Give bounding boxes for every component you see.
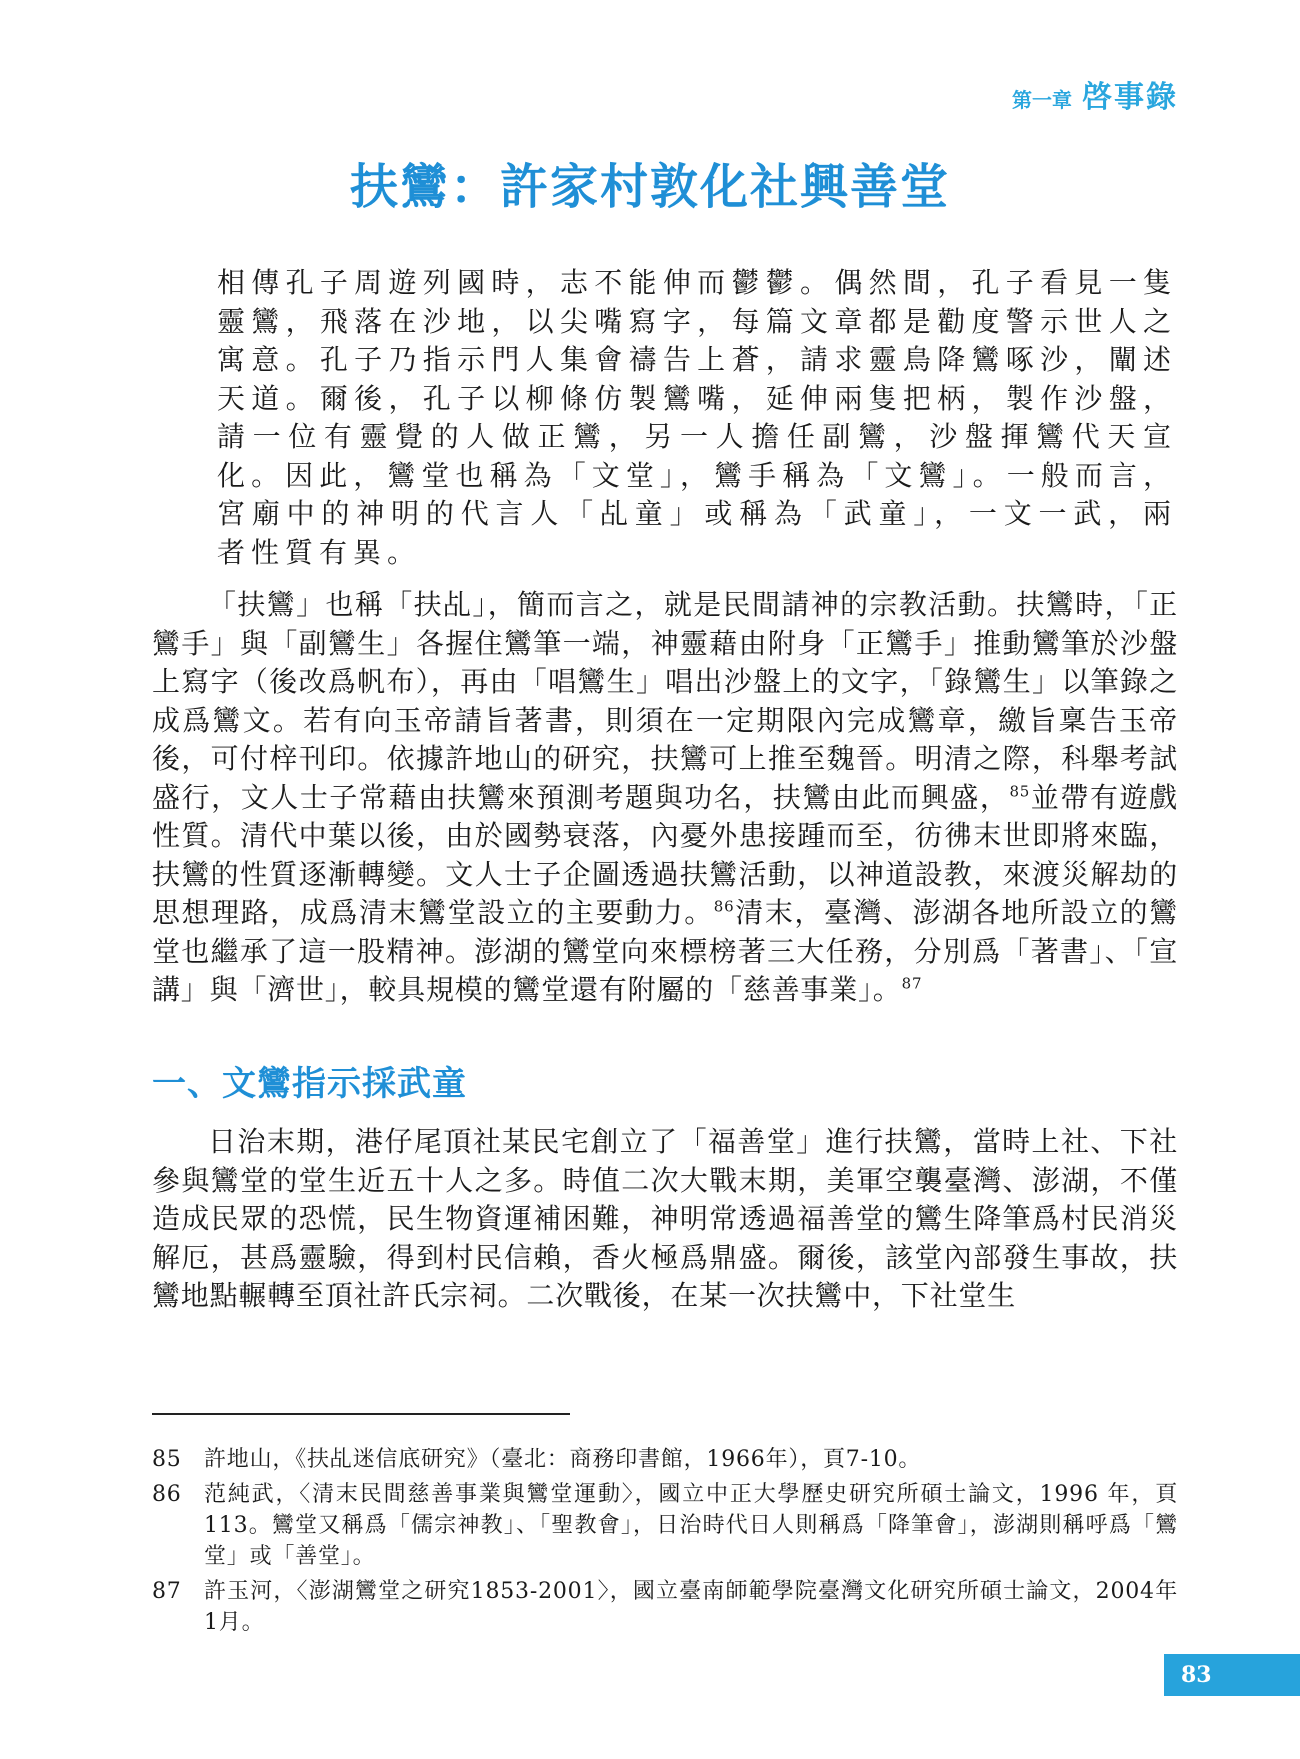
footnote-text: 范純武，〈清末民間慈善事業與鸞堂運動〉，國立中正大學歷史研究所碩士論文，1996 年，頁113。鸞堂又稱爲「儒宗神教」、「聖教會」，日治時代日人則稱爲「降筆會」，澎湖則稱呼爲「鸞堂」或「善堂」。 (204, 1482, 1178, 1569)
running-header (1012, 72, 1178, 116)
body-text-segment: 清末，臺灣、澎湖各地所設立的鸞堂也繼承了這一股精神。澎湖的鸞堂向來標榜著三大任務，分別爲「著書」、「宣講」與「濟世」，較具規模的鸞堂還有附屬的「慈善事業」。 (152, 896, 1178, 1006)
chapter-label: 第一章 (1012, 88, 1072, 112)
body-paragraph-2: 日治末期，港仔尾頂社某民宅創立了「福善堂」進行扶鸞，當時上社、下社參與鸞堂的堂生近五十人之多。時值二次大戰末期，美軍空襲臺灣、澎湖，不僅造成民眾的恐慌，民生物資運補困難，神明常透過福善堂的鸞生降筆爲村民消災解厄，甚爲靈驗，得到村民信賴，香火極爲鼎盛。爾後，該堂內部發生事故，扶鸞地點輾轉至頂社許氏宗祠。二次戰後，在某一次扶鸞中，下社堂生 (152, 1125, 1178, 1312)
intro-paragraph: 相傳孔子周遊列國時，志不能伸而鬱鬱。偶然間，孔子看見一隻靈鸞，飛落在沙地，以尖嘴寫字，每篇文章都是勸度警示世人之寓意。孔子乃指示門人集會禱告上蒼，請求靈鳥降鸞啄沙，闡述天道。爾後，孔子以柳條仿製鸞嘴，延伸兩隻把柄，製作沙盤，請一位有靈覺的人做正鸞，另一人擔任副鸞，沙盤揮鸞代天宣化。因此，鸞堂也稱為「文堂」，鸞手稱為「文鸞」。一般而言，宮廟中的神明的代言人「乩童」或稱為「武童」，一文一武，兩者性質有異。 (217, 266, 1177, 569)
footnote-text: 許地山，《扶乩迷信底研究》（臺北：商務印書館，1966年），頁7-10。 (204, 1447, 922, 1472)
footnote-text: 許玉河，〈澎湖鸞堂之研究1853-2001〉，國立臺南師範學院臺灣文化研究所碩士論文，2004年1月。 (204, 1579, 1178, 1635)
footnote-ref-86[interactable]: 86 (713, 897, 735, 916)
page-number: 83 (1181, 1662, 1212, 1688)
chapter-title: 啓事錄 (1082, 80, 1178, 115)
footnote-list (152, 1444, 1178, 1642)
footnote-item (152, 1576, 1178, 1638)
footnote-ref-87[interactable]: 87 (901, 974, 923, 993)
footnote-ref-85[interactable]: 85 (1009, 782, 1031, 801)
body-text-segment: 並帶有遊戲性質。清代中葉以後，由於國勢衰落，內憂外患接踵而至，彷彿末世即將來臨，扶鸞的性質逐漸轉變。文人士子企圖透過扶鸞活動，以神道設教，來渡災解劫的思想理路，成爲清末鸞堂設立的主要動力。 (152, 780, 1178, 929)
footnote-number: 86 (152, 1482, 182, 1507)
page-title: 扶鸞：許家村敦化社興善堂 (349, 159, 950, 215)
footnote-divider (152, 1413, 570, 1415)
body-paragraph-1 (152, 586, 1178, 1010)
footnote-number: 87 (152, 1579, 182, 1604)
page-number-tab (1164, 1654, 1300, 1696)
footnote-item (152, 1444, 1178, 1475)
footnote-number: 85 (152, 1447, 182, 1472)
section-heading: 一、文鸞指示採武童 (152, 1064, 467, 1104)
footnote-item (152, 1479, 1178, 1572)
body-text-segment: 「扶鸞」也稱「扶乩」，簡而言之，就是民間請神的宗教活動。扶鸞時，「正鸞手」與「副鸞生」各握住鸞筆一端，神靈藉由附身「正鸞手」推動鸞筆於沙盤上寫字（後改爲帆布），再由「唱鸞生」唱出沙盤上的文字，「錄鸞生」以筆錄之成爲鸞文。若有向玉帝請旨著書，則須在一定期限內完成鸞章，繳旨稟告玉帝後，可付梓刊印。依據許地山的研究，扶鸞可上推至魏晉。明清之際，科舉考試盛行，文人士子常藉由扶鸞來預測考題與功名，扶鸞由此而興盛， (152, 588, 1178, 814)
